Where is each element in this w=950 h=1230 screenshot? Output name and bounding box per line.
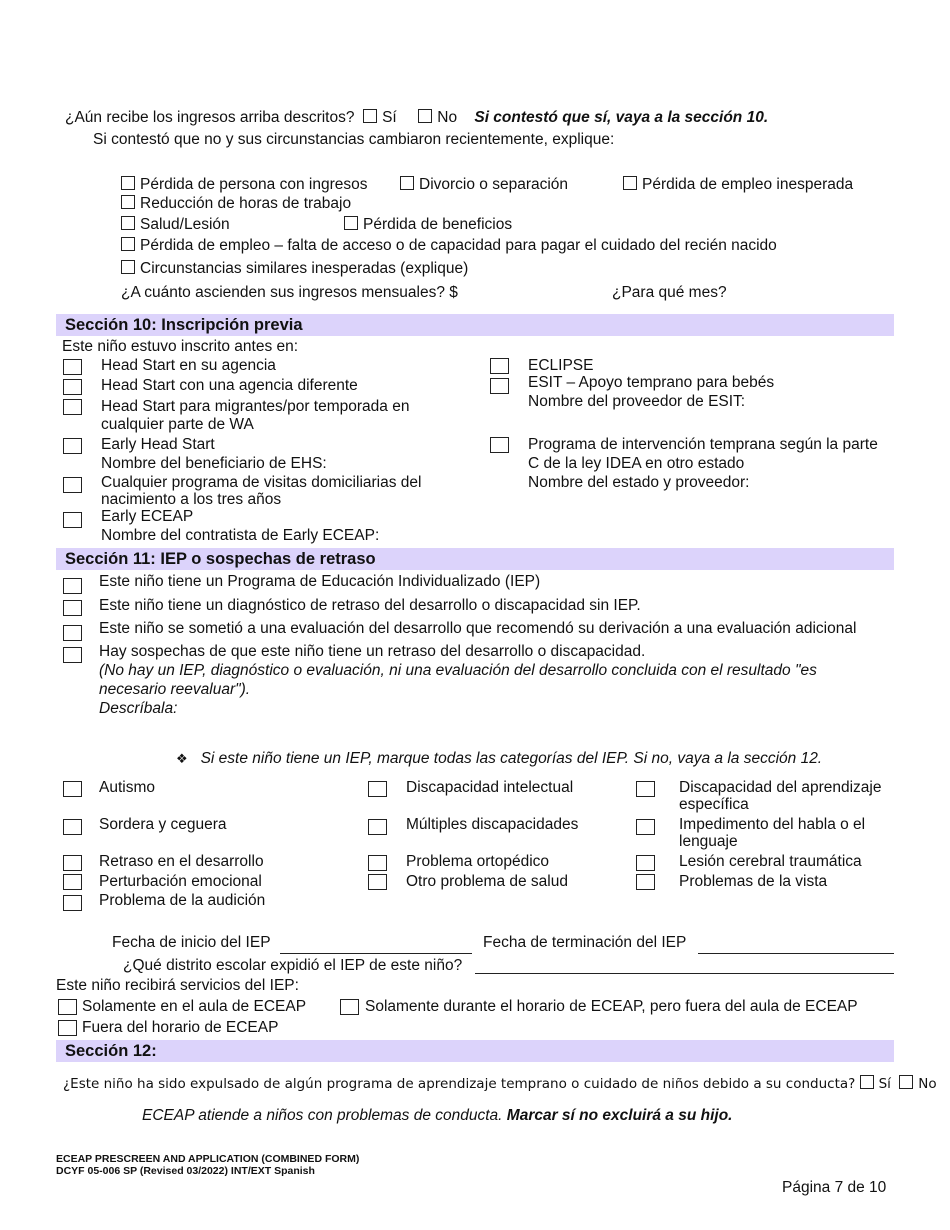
circ-health-label: Salud/Lesión: [140, 216, 230, 233]
idea-name-label: Nombre del estado y proveedor:: [528, 474, 750, 491]
diamond-bullet-icon: ❖: [176, 752, 188, 767]
iep-end-label: Fecha de terminación del IEP: [483, 934, 687, 951]
income-instruction: Si contestó que sí, vaya a la sección 10.: [474, 109, 769, 126]
iep-end-field[interactable]: [698, 953, 894, 954]
learning-label-1: Discapacidad del aprendizaje: [679, 779, 882, 796]
vision-label: Problemas de la vista: [679, 873, 828, 890]
evaluation-label: Este niño se sometió a una evaluación del desarrollo que recomendó su derivación a una evaluación adicional: [99, 620, 857, 637]
home-visit-checkbox[interactable]: [63, 477, 82, 493]
hs-migrant-checkbox[interactable]: [63, 399, 82, 415]
idea-label-2: C de la ley IDEA en otro estado: [528, 455, 745, 472]
income-yes-label: Sí: [382, 109, 397, 126]
hs-other-label: Head Start con una agencia diferente: [101, 377, 358, 394]
section10-title: Sección 10: Inscripción previa: [65, 316, 303, 334]
income-explain: Si contestó que no y sus circunstancias cambiaron recientemente, explique:: [93, 131, 615, 148]
ortho-checkbox[interactable]: [368, 855, 387, 871]
other-health-label: Otro problema de salud: [406, 873, 568, 890]
intellectual-label: Discapacidad intelectual: [406, 779, 574, 796]
district-label: ¿Qué distrito escolar expidió el IEP de este niño?: [123, 957, 463, 974]
suspected-note-1: (No hay un IEP, diagnóstico o evaluación, ni una evaluación del desarrollo concluida con el resultado "es: [99, 662, 817, 679]
outside-label: Fuera del horario de ECEAP: [82, 1019, 279, 1036]
circ-loss-earner-checkbox[interactable]: [121, 176, 135, 190]
early-eceap-name-label: Nombre del contratista de Early ECEAP:: [101, 527, 380, 544]
speech-checkbox[interactable]: [636, 819, 655, 835]
section11-title: Sección 11: IEP o sospechas de retraso: [65, 550, 376, 568]
idea-checkbox[interactable]: [490, 437, 509, 453]
circ-similar: [121, 260, 468, 278]
suspected-note-2: necesario reevaluar").: [99, 681, 251, 698]
only-hours-label: Solamente durante el horario de ECEAP, pero fuera del aula de ECEAP: [365, 998, 858, 1015]
eclipse-checkbox[interactable]: [490, 358, 509, 374]
income-no-checkbox[interactable]: [418, 109, 432, 123]
income-yes-checkbox[interactable]: [363, 109, 377, 123]
multiple-checkbox[interactable]: [368, 819, 387, 835]
ehs-name-label: Nombre del beneficiario de EHS:: [101, 455, 327, 472]
circ-similar-checkbox[interactable]: [121, 260, 135, 274]
esit-checkbox[interactable]: [490, 378, 509, 394]
circ-divorce-label: Divorcio o separación: [419, 176, 569, 193]
footer-form-title: ECEAP PRESCREEN AND APPLICATION (COMBINED FORM): [56, 1153, 360, 1165]
deafblind-label: Sordera y ceguera: [99, 816, 227, 833]
circ-divorce: [400, 176, 568, 194]
hearing-checkbox[interactable]: [63, 895, 82, 911]
circ-hours: [121, 195, 351, 213]
circ-divorce-checkbox[interactable]: [400, 176, 414, 190]
home-visit-label-2: nacimiento a los tres años: [101, 491, 282, 508]
income-question-row: [65, 109, 768, 127]
section10-intro: Este niño estuvo inscrito antes en:: [62, 338, 299, 355]
hs-agency-label: Head Start en su agencia: [101, 357, 276, 374]
hs-migrant-label-1: Head Start para migrantes/por temporada en: [101, 398, 410, 415]
ehs-checkbox[interactable]: [63, 438, 82, 454]
autism-checkbox[interactable]: [63, 781, 82, 797]
circ-hours-label: Reducción de horas de trabajo: [140, 195, 352, 212]
ortho-label: Problema ortopédico: [406, 853, 550, 870]
circ-childcare-label: Pérdida de empleo – falta de acceso o de capacidad para pagar el cuidado del recién nacido: [140, 237, 777, 254]
delay-label: Retraso en el desarrollo: [99, 853, 264, 870]
services-label: Este niño recibirá servicios del IEP:: [56, 977, 299, 994]
circ-benefits: [344, 216, 512, 234]
only-hours-checkbox[interactable]: [340, 999, 359, 1015]
home-visit-label-1: Cualquier programa de visitas domiciliarias del: [101, 474, 422, 491]
suspected-checkbox[interactable]: [63, 647, 82, 663]
circ-childcare: [121, 237, 777, 255]
learning-label-2: específica: [679, 796, 749, 813]
multiple-label: Múltiples discapacidades: [406, 816, 579, 833]
eclipse-label: ECLIPSE: [528, 357, 594, 374]
esit-name-label: Nombre del proveedor de ESIT:: [528, 393, 746, 410]
early-eceap-label: Early ECEAP: [101, 508, 194, 525]
early-eceap-checkbox[interactable]: [63, 512, 82, 528]
section12-header: [56, 1040, 894, 1062]
autism-label: Autismo: [99, 779, 155, 796]
only-class-checkbox[interactable]: [58, 999, 77, 1015]
behavior-note: [142, 1107, 732, 1125]
expelled-question-row: [63, 1075, 937, 1092]
emotional-label: Perturbación emocional: [99, 873, 262, 890]
intellectual-checkbox[interactable]: [368, 781, 387, 797]
bullet-note-text: Si este niño tiene un IEP, marque todas las categorías del IEP. Si no, vaya a la sección 12.: [200, 750, 823, 767]
expelled-yes-label: Sí: [878, 1076, 891, 1092]
section11-header: [56, 548, 894, 570]
expelled-yes-checkbox[interactable]: [860, 1075, 874, 1089]
hs-other-checkbox[interactable]: [63, 379, 82, 395]
circ-hours-checkbox[interactable]: [121, 195, 135, 209]
footer-form-number: DCYF 05-006 SP (Revised 03/2022) INT/EXT Spanish: [56, 1165, 315, 1177]
hearing-label: Problema de la audición: [99, 892, 266, 909]
evaluation-checkbox[interactable]: [63, 625, 82, 641]
circ-loss-earner-label: Pérdida de persona con ingresos: [140, 176, 368, 193]
vision-checkbox[interactable]: [636, 874, 655, 890]
section10-header: [56, 314, 894, 336]
circ-benefits-checkbox[interactable]: [344, 216, 358, 230]
deafblind-checkbox[interactable]: [63, 819, 82, 835]
circ-similar-label: Circunstancias similares inesperadas (explique): [140, 260, 469, 277]
circ-job-loss-checkbox[interactable]: [623, 176, 637, 190]
income-question: ¿Aún recibe los ingresos arriba descritos?: [65, 109, 355, 126]
expelled-no-checkbox[interactable]: [899, 1075, 913, 1089]
esit-label: ESIT – Apoyo temprano para bebés: [528, 374, 775, 391]
learning-checkbox[interactable]: [636, 781, 655, 797]
income-no-label: No: [437, 109, 458, 126]
only-class-label: Solamente en el aula de ECEAP: [82, 998, 307, 1015]
district-field[interactable]: [475, 973, 894, 974]
describe-label: Descríbala:: [99, 700, 178, 717]
section12-title: Sección 12:: [65, 1042, 157, 1060]
idea-label-1: Programa de intervención temprana según la parte: [528, 436, 878, 453]
other-health-checkbox[interactable]: [368, 874, 387, 890]
iep-label: Este niño tiene un Programa de Educación Individualizado (IEP): [99, 573, 541, 590]
circ-job-loss: [623, 176, 853, 194]
behavior-note-bold: Marcar sí no excluirá a su hijo.: [506, 1107, 733, 1124]
monthly-income-label: ¿A cuánto ascienden sus ingresos mensuales? $: [121, 284, 458, 301]
emotional-checkbox[interactable]: [63, 874, 82, 890]
which-month-label: ¿Para qué mes?: [612, 284, 727, 301]
iep-checkbox[interactable]: [63, 578, 82, 594]
speech-label-2: lenguaje: [679, 833, 738, 850]
iep-start-label: Fecha de inicio del IEP: [112, 934, 271, 951]
suspected-label: Hay sospechas de que este niño tiene un retraso del desarrollo o discapacidad.: [99, 643, 646, 660]
iep-bullet-note: [176, 750, 822, 768]
behavior-note-italic: ECEAP atiende a niños con problemas de conducta.: [142, 1107, 503, 1124]
outside-checkbox[interactable]: [58, 1020, 77, 1036]
expelled-question: ¿Este niño ha sido expulsado de algún programa de aprendizaje temprano o cuidado de niños debido a su conducta?: [63, 1076, 856, 1092]
circ-health-checkbox[interactable]: [121, 216, 135, 230]
diagnosis-label: Este niño tiene un diagnóstico de retraso del desarrollo o discapacidad sin IEP.: [99, 597, 641, 614]
expelled-no-label: No: [918, 1076, 937, 1092]
diagnosis-checkbox[interactable]: [63, 600, 82, 616]
circ-health: [121, 216, 230, 234]
speech-label-1: Impedimento del habla o el: [679, 816, 866, 833]
delay-checkbox[interactable]: [63, 855, 82, 871]
tbi-label: Lesión cerebral traumática: [679, 853, 862, 870]
circ-benefits-label: Pérdida de beneficios: [363, 216, 513, 233]
circ-loss-earner: [121, 176, 367, 194]
circ-job-loss-label: Pérdida de empleo inesperada: [642, 176, 854, 193]
page-number: Página 7 de 10: [782, 1179, 887, 1196]
ehs-label: Early Head Start: [101, 436, 215, 453]
tbi-checkbox[interactable]: [636, 855, 655, 871]
hs-migrant-label-2: cualquier parte de WA: [101, 416, 254, 433]
hs-agency-checkbox[interactable]: [63, 359, 82, 375]
circ-childcare-checkbox[interactable]: [121, 237, 135, 251]
iep-start-field[interactable]: [280, 953, 472, 954]
